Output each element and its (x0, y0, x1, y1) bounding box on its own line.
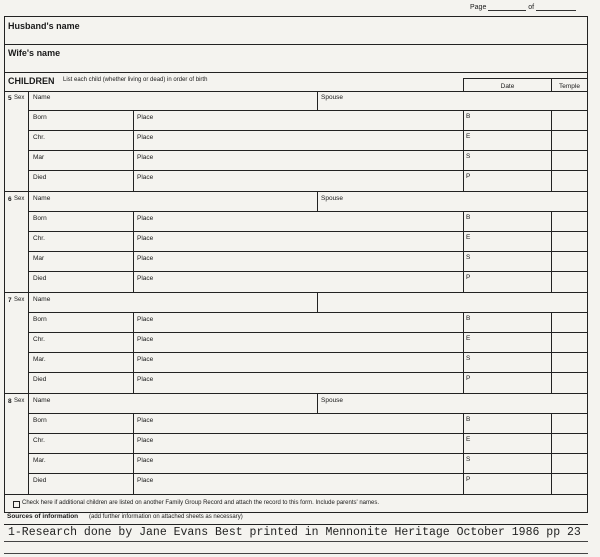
place-label: Place (137, 376, 154, 383)
additional-children-row (5, 496, 587, 512)
event-row-mar[interactable] (29, 353, 587, 373)
ordinance-letter: E (466, 436, 471, 443)
sex-cell[interactable] (5, 192, 29, 292)
event-label: Chr. (33, 437, 45, 444)
temple-divider (551, 171, 552, 191)
event-row-chr[interactable] (29, 131, 587, 151)
temple-divider (551, 272, 552, 292)
sources-note: (add further information on attached sheets as necessary) (89, 513, 243, 520)
place-label: Place (137, 174, 154, 181)
event-row-chr[interactable] (29, 333, 587, 353)
event-label: Died (33, 477, 47, 484)
additional-children-checkbox[interactable] (13, 501, 20, 508)
place-divider (133, 454, 134, 473)
temple-divider (551, 313, 552, 332)
event-label: Mar (33, 154, 45, 161)
date-divider (463, 434, 464, 453)
child-entry (5, 192, 587, 293)
temple-divider (551, 454, 552, 473)
event-label: Mar. (33, 457, 46, 464)
date-divider (463, 131, 464, 150)
sex-cell[interactable] (5, 394, 29, 494)
temple-divider (551, 111, 552, 130)
child-name-row[interactable] (29, 394, 587, 414)
child-entry (5, 293, 587, 394)
children-header (5, 73, 587, 92)
event-label: Born (33, 215, 47, 222)
ordinance-letter: S (466, 254, 471, 261)
source-entry-1[interactable]: 1-Research done by Jane Evans Best printed in Mennonite Heritage October 1986 pp 23 (8, 526, 581, 539)
event-label: Mar (33, 255, 45, 262)
date-divider (463, 171, 464, 191)
event-row-born[interactable] (29, 414, 587, 434)
place-label: Place (137, 477, 154, 484)
ordinance-letter: E (466, 234, 471, 241)
date-divider (463, 454, 464, 473)
place-label: Place (137, 437, 154, 444)
ordinance-letter: P (466, 476, 471, 483)
place-label: Place (137, 356, 154, 363)
place-divider (133, 373, 134, 393)
ordinance-letter: P (466, 274, 471, 281)
spouse-label: Spouse (321, 94, 344, 101)
temple-divider (551, 232, 552, 251)
event-label: Died (33, 275, 47, 282)
event-row-died[interactable] (29, 171, 587, 191)
husband-name-label: Husband's name (8, 21, 80, 31)
event-row-died[interactable] (29, 272, 587, 292)
place-label: Place (137, 215, 154, 222)
place-label: Place (137, 316, 154, 323)
event-row-died[interactable] (29, 474, 587, 494)
source-rule-2 (4, 553, 588, 554)
sex-label: Sex (14, 196, 25, 202)
date-divider (463, 212, 464, 231)
sources-header (4, 512, 588, 525)
place-divider (133, 212, 134, 231)
sex-label: Sex (14, 297, 25, 303)
page-number-line (470, 3, 576, 11)
temple-divider (551, 414, 552, 433)
place-label: Place (137, 275, 154, 282)
date-divider (463, 474, 464, 494)
date-divider (463, 151, 464, 170)
place-label: Place (137, 154, 154, 161)
event-row-born[interactable] (29, 111, 587, 131)
child-name-row[interactable] (29, 192, 587, 212)
temple-divider (551, 131, 552, 150)
event-label: Died (33, 376, 47, 383)
place-divider (133, 131, 134, 150)
place-label: Place (137, 417, 154, 424)
event-label: Born (33, 114, 47, 121)
of-label: of (528, 4, 535, 11)
child-number: 7 (8, 297, 12, 304)
date-divider (463, 313, 464, 332)
event-row-born[interactable] (29, 313, 587, 333)
child-entry (5, 91, 587, 192)
place-divider (133, 151, 134, 170)
event-row-born[interactable] (29, 212, 587, 232)
ordinance-letter: S (466, 456, 471, 463)
place-label: Place (137, 457, 154, 464)
temple-divider (551, 151, 552, 170)
event-row-mar[interactable] (29, 151, 587, 171)
place-divider (133, 414, 134, 433)
ordinance-letter: P (466, 173, 471, 180)
source-rule-1 (4, 541, 588, 542)
temple-divider (551, 353, 552, 372)
sex-label: Sex (14, 398, 25, 404)
ordinance-letter: E (466, 133, 471, 140)
page-label: Page (470, 4, 487, 11)
spouse-divider (317, 192, 318, 211)
sex-label: Sex (14, 95, 25, 101)
temple-divider (551, 212, 552, 231)
spouse-divider (317, 293, 318, 312)
date-divider (463, 111, 464, 130)
event-label: Chr. (33, 235, 45, 242)
place-label: Place (137, 235, 154, 242)
date-divider (463, 252, 464, 271)
place-divider (133, 333, 134, 352)
event-label: Chr. (33, 134, 45, 141)
place-divider (133, 434, 134, 453)
event-label: Born (33, 417, 47, 424)
date-divider (463, 414, 464, 433)
children-title: CHILDREN (8, 76, 55, 86)
child-number: 8 (8, 398, 12, 405)
child-number: 5 (8, 95, 12, 102)
name-label: Name (33, 94, 51, 101)
event-label: Born (33, 316, 47, 323)
ordinance-letter: S (466, 355, 471, 362)
spouse-divider (317, 394, 318, 413)
event-row-mar[interactable] (29, 252, 587, 272)
name-label: Name (33, 397, 51, 404)
wife-name-label: Wife's name (8, 48, 61, 58)
event-label: Chr. (33, 336, 45, 343)
page-total-blank[interactable] (536, 3, 576, 11)
spouse-label: Spouse (321, 195, 344, 202)
ordinance-letter: B (466, 416, 471, 423)
ordinance-letter: B (466, 214, 471, 221)
event-label: Died (33, 174, 47, 181)
place-divider (133, 313, 134, 332)
ordinance-letter: S (466, 153, 471, 160)
ordinance-letter: B (466, 113, 471, 120)
name-label: Name (33, 195, 51, 202)
child-number: 6 (8, 196, 12, 203)
temple-divider (551, 474, 552, 494)
place-divider (133, 353, 134, 372)
place-divider (133, 272, 134, 292)
place-label: Place (137, 255, 154, 262)
place-label: Place (137, 336, 154, 343)
spouse-label: Spouse (321, 397, 344, 404)
sex-cell[interactable] (5, 91, 29, 191)
child-entry (5, 394, 587, 495)
spouse-divider (317, 91, 318, 110)
place-divider (133, 171, 134, 191)
child-name-row[interactable] (29, 293, 587, 313)
event-label: Mar. (33, 356, 46, 363)
children-note: List each child (whether living or dead) in order of birth (63, 77, 208, 83)
date-divider (463, 272, 464, 292)
temple-column-header: Temple (551, 78, 587, 91)
date-divider (463, 232, 464, 251)
place-label: Place (137, 134, 154, 141)
place-divider (133, 474, 134, 494)
ordinance-letter: E (466, 335, 471, 342)
ordinance-letter: P (466, 375, 471, 382)
event-row-mar[interactable] (29, 454, 587, 474)
husband-name-row[interactable] (5, 17, 587, 45)
temple-divider (551, 252, 552, 271)
event-row-chr[interactable] (29, 232, 587, 252)
additional-children-text: Check here if additional children are listed on another Family Group Record and attach the record to this form. Include parents' names. (22, 500, 379, 506)
sex-cell[interactable] (5, 293, 29, 393)
child-name-row[interactable] (29, 91, 587, 111)
place-label: Place (137, 114, 154, 121)
date-divider (463, 353, 464, 372)
sources-label: Sources of information (7, 513, 79, 520)
page-number-blank[interactable] (488, 3, 526, 11)
wife-name-row[interactable] (5, 45, 587, 73)
temple-divider (551, 434, 552, 453)
name-label: Name (33, 296, 51, 303)
place-divider (133, 232, 134, 251)
place-divider (133, 111, 134, 130)
family-group-record-form (4, 16, 588, 513)
date-column-header: Date (463, 78, 551, 91)
temple-divider (551, 373, 552, 393)
place-divider (133, 252, 134, 271)
date-divider (463, 333, 464, 352)
ordinance-letter: B (466, 315, 471, 322)
event-row-chr[interactable] (29, 434, 587, 454)
temple-divider (551, 333, 552, 352)
event-row-died[interactable] (29, 373, 587, 393)
date-divider (463, 373, 464, 393)
